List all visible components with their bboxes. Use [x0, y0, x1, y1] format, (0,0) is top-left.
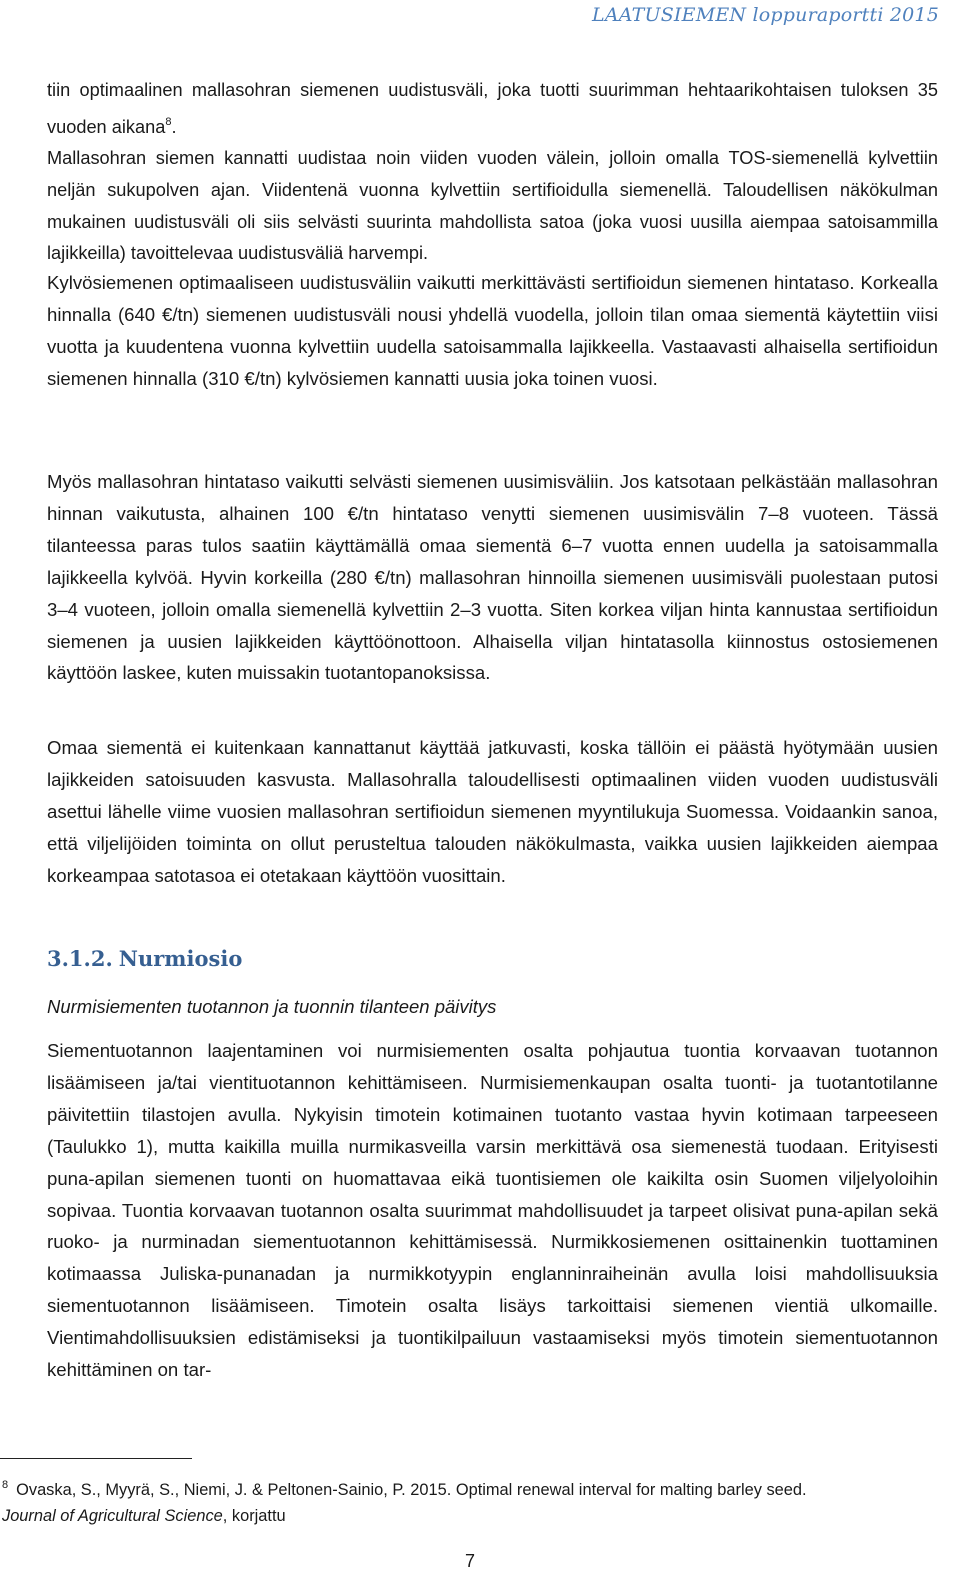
page-number: 7: [464, 1551, 475, 1571]
paragraph-5: Omaa siementä ei kuitenkaan kannattanut käyttää jatkuvasti, koska tällöin ei päästä hyötymään uusien lajikkeiden satoisuuden kasvusta. Mallasohralla taloudellisesti optimaalinen viiden vuoden uudistusväli asettui lähelle viime vuosien mallasohran sertifioidun siemenen myyntilukuja Suomessa. Voidaankin sanoa, että viljelijöiden toiminta on ollut perusteltua talouden näkökulmasta, vaikka uusien lajikkeiden aiempaa korkeampaa satotasoa ei otetakaan käyttöön vuosittain.: [47, 737, 938, 886]
running-header: LAATUSIEMEN loppuraportti 2015: [592, 4, 939, 26]
footnote: [2, 1472, 942, 1529]
paragraph-3: Kylvösiemenen optimaaliseen uudistusväliin vaikutti merkittävästi sertifioidun siemenen hintataso. Korkealla hinnalla (640 €/tn) siemenen uudistusväli nousi yhdellä vuodella, jolloin tilan omaa siementä käytettiin viisi vuotta ja kuudentena vuonna kylvettiin uudella satoisammalla lajikkeella. Vastaavasti alhaisella sertifioidun siemenen hinnalla (310 €/tn) kylvösiemen kannatti uusia joka toinen vuosi.: [47, 272, 938, 389]
paragraph-6: Siementuotannon laajentaminen voi nurmisiementen osalta pohjautua tuontia korvaavan tuotannon lisäämiseen ja/tai vientituotannon kehittämiseen. Nurmisiemenkaupan osalta tuonti- ja tuotantotilanne päivitettiin tilastojen avulla. Nykyisin timotein kotimainen tuotanto vastaa hyvin kotimaan tarpeeseen (Taulukko 1), mutta kaikilla muilla nurmikasveilla varsin merkittävä osa siemenestä tuodaan. Erityisesti puna-apilan siemenen tuonti on huomattavaa eikä tuontisiemen ole kaikilta osin Suomen viljelyoloihin sopivaa. Tuontia korvaavan tuotannon osalta suurimmat mahdollisuudet ja tarpeet olisivat puna-apilan sekä ruoko- ja nurminadan siementuotannon kehittämisessä. Nurmikkosiemenen osittainenkin tuottaminen kotimaassa Juliska-punanadan ja nurmikkotyypin englanninraiheinän avulla loisi mahdollisuuksia siementuotannon lisäämiseen. Timotein osalta lisäys tarkoittaisi siemenen vientiä ulkomaille. Vientimahdollisuuksien edistämiseksi ja tuontikilpailuun vastaamiseksi myös timotein siementuotannon kehittäminen on tar-: [47, 1040, 938, 1381]
section-title: Nurmiosio: [118, 946, 243, 971]
paragraph-1-text: tiin optimaalinen mallasohran siemenen uudistusväli, joka tuotti suurimman hehtaarikohtaisen tuloksen 35 vuoden aikana: [47, 80, 938, 137]
paragraph-1: [47, 75, 938, 143]
footnote-journal: Journal of Agricultural Science: [2, 1507, 223, 1525]
paragraph-2: [47, 143, 938, 270]
paragraph-2-text-b: Taloudellisen näkökulman mukainen uudistusväli oli siis selvästi suurinta mahdollista satoa (joka vuosi uusilla aiempaa satoisammilla lajikkeilla) tavoittelevaa uudistusväliä harvempi.: [47, 179, 938, 264]
footnote-marker: 8: [2, 1479, 9, 1491]
footnote-suffix: , korjattu: [222, 1507, 286, 1525]
paragraph-4: Myös mallasohran hintataso vaikutti selvästi siemenen uusimisväliin. Jos katsotaan pelkästään mallasohran hinnan vaikutusta, alhainen 100 €/tn hintataso venytti siemenen uusimisvälin 7–8 vuoteen. Tässä tilanteessa paras tulos saatiin käyttämällä omaa siementä 6–7 vuotta ennen uudella ja satoisammalla lajikkeella kylvöä. Hyvin korkeilla (280 €/tn) mallasohran hinnoilla siemenen uusimisväli puolestaan putosi 3–4 vuoteen, jolloin omalla siemenellä kylvettiin 2–3 vuotta. Siten korkea viljan hinta kannustaa sertifioidun siemenen ja uusien lajikkeiden käyttöönottoon. Alhaisella viljan hintatasolla kiinnostus ostosiemenen käyttöön laskee, kuten muissakin tuotantopanoksissa.: [47, 471, 938, 684]
paragraph-2-text-a: Mallasohran siemen kannatti uudistaa noin viiden vuoden välein, jolloin omalla TOS-siemenellä kylvettiin neljän sukupolven ajan. Viidentenä vuonna kylvettiin sertifioidulla siemenellä.: [47, 148, 938, 200]
section-subtitle: Nurmisiementen tuotannon ja tuonnin tilanteen päivitys: [47, 996, 497, 1017]
footnote-reference[interactable]: 8: [165, 115, 172, 128]
footnote-text: Ovaska, S., Myyrä, S., Niemi, J. & Peltonen-Sainio, P. 2015. Optimal renewal interval for malting barley seed.: [16, 1481, 807, 1499]
section-number: 3.1.2.: [47, 946, 113, 971]
paragraph-1-end: .: [171, 116, 177, 137]
section-heading: [47, 946, 242, 971]
footnote-divider: [0, 1458, 192, 1459]
